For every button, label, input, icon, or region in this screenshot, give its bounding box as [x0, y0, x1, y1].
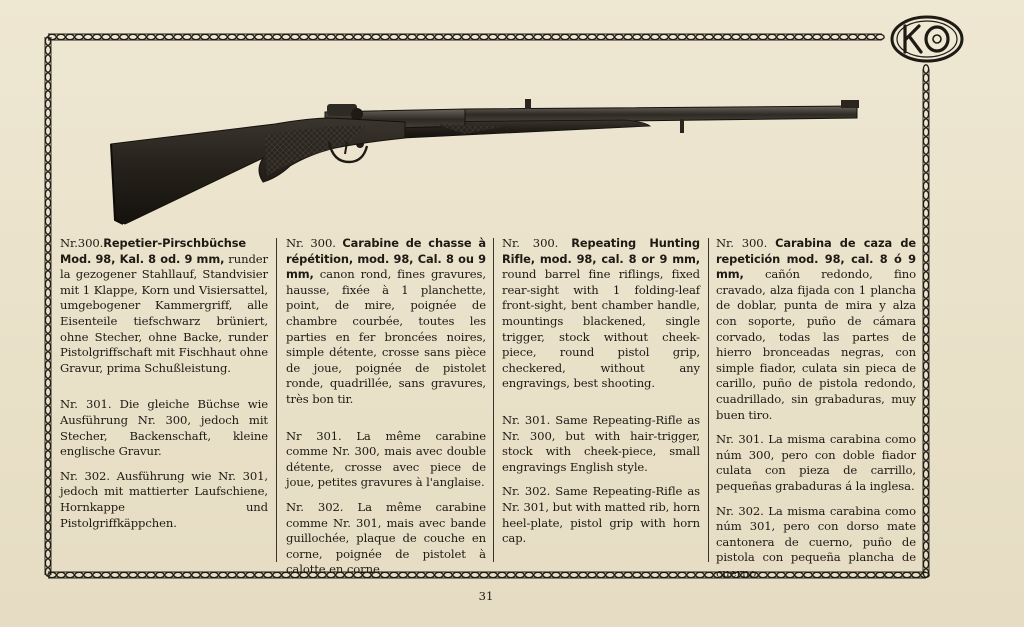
column-spanish [716, 236, 916, 580]
spanish-nr301-paragraph: Nr. 301. La misma carabina como núm 300, pero con doble fiador culata con pieza de carrillo, pequeñas grabaduras á la inglesa. [716, 432, 916, 493]
column-french [286, 236, 486, 577]
column-divider [276, 238, 277, 562]
english-nr302-paragraph: Nr. 302. Same Repeating-Rifle as Nr. 301, but with matted rib, horn heel-plate, pistol grip with horn cap. [502, 484, 700, 546]
french-nr300-paragraph: Nr. 300. Carabine de chasse à répétition, mod. 98, Cal. 8 ou 9 mm, canon rond, fines gravures, hausse, fixée à 1 planchette, point, de mire, poignée de chambre courbée, toutes les parties en fer broncées noires, simple détente, crosse sans pièce de joue, poignée de pistolet ronde, quadrillée, sans gravures, très bon tir. [286, 236, 486, 406]
rifle-illustration [105, 96, 865, 228]
ko-monogram-logo [889, 14, 965, 64]
german-nr301-paragraph: Nr. 301. Die gleiche Büchse wie Ausführung Nr. 300, jedoch mit Stecher, Backenschaft, kleine englische Gravur. [60, 397, 268, 459]
german-nr300-paragraph: Nr.300.Repetier-Pirschbüchse Mod. 98, Kal. 8 od. 9 mm, runder la gezogener Stahllauf, Standvisier mit 1 Klappe, Korn und Visiersattel, umgebogener Kammergriff, alle Eisenteile tiefschwarz brüniert, ohne Stecher, ohne Backe, runder Pistolgriffschaft mit Fischhaut ohne Gravur, prima Schußleistung. [60, 236, 268, 375]
spanish-nr300-paragraph: Nr. 300. Carabina de caza de repetición mod. 98, cal. 8 ó 9 mm, cañón redondo, fino cravado, alza fijada con 1 plancha de doblar, punta de mira y alza con soporte, puño de cámara corvado, todas las partes de hierro bronceadas negras, con simple fiador, culata sin pieca de carillo, puño de pistola redondo, cuadrillado, sin grabaduras, muy buen tiro. [716, 236, 916, 422]
french-nr302-paragraph: Nr. 302. La même carabine comme Nr. 301, mais avec bande guillochée, plaque de couche en corne, poignée de pistolet à calotte en corne. [286, 499, 486, 577]
english-nr301-paragraph: Nr. 301. Same Repeating-Rifle as Nr. 300, but with hair-trigger, stock with cheek-piece, small engravings English style. [502, 412, 700, 474]
description-columns [60, 236, 918, 580]
column-german [60, 236, 268, 562]
column-divider [708, 238, 709, 562]
french-nr301-paragraph: Nr 301. La même carabine comme Nr. 300, mais avec double détente, crosse avec piece de joue, petites gravures à l'anglaise. [286, 428, 486, 490]
column-divider [493, 238, 494, 562]
english-nr300-paragraph: Nr. 300. Repeating Hunting Rifle, mod. 98, cal. 8 or 9 mm, round barrel fine riflings, fixed rear-sight with 1 folding-leaf front-sight, bent chamber handle, mountings blackened, single trigger, stock without cheek-piece, round pistol grip, checkered, without any engravings, best shooting. [502, 236, 700, 391]
spanish-nr302-paragraph: Nr. 302. La misma carabina como núm 301, pero con dorso mate cantonera de cuerno, puño de pistola con pequeña plancha de cuerno. [716, 503, 916, 580]
column-english [502, 236, 700, 562]
german-nr302-paragraph: Nr. 302. Ausführung wie Nr. 301, jedoch mit mattierter Laufschiene, Hornkappe und Pistolgriffkäppchen. [60, 468, 268, 530]
page-number: 31 [478, 589, 494, 603]
